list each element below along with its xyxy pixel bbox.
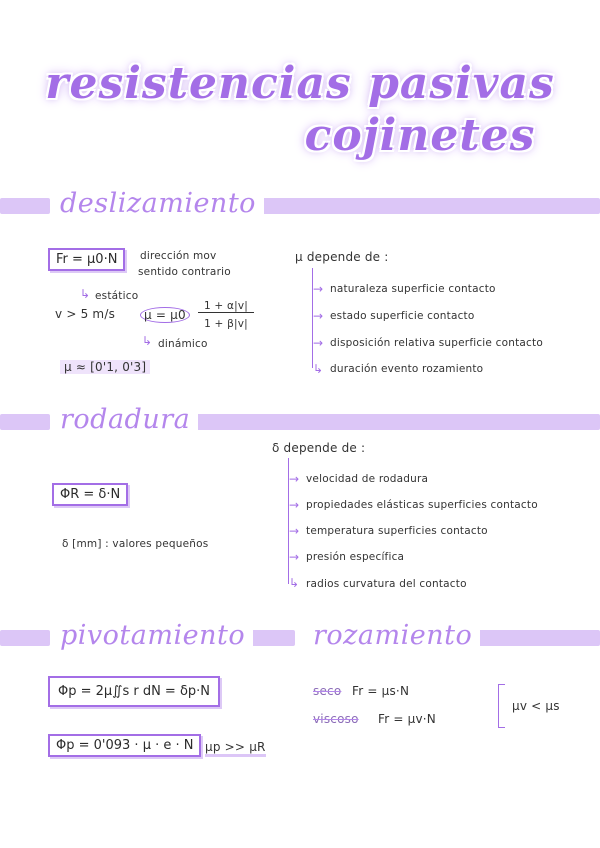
arrow-icon: → xyxy=(313,282,324,296)
section-heading-pivotamiento: pivotamiento xyxy=(52,621,253,651)
section-band-right xyxy=(245,198,600,214)
speed-condition: v > 5 m/s xyxy=(55,307,116,321)
mu-depends-item: duración evento rozamiento xyxy=(330,363,484,375)
pivot-formula-2: Φp = 0'093 · μ · e · N xyxy=(56,738,194,753)
fraction-denominator: 1 + β|v| xyxy=(204,318,248,330)
page-title-line-1: resistencias pasivas xyxy=(45,58,555,109)
section-heading-rodadura: rodadura xyxy=(52,405,198,435)
fraction-numerator: 1 + α|v| xyxy=(198,300,254,313)
delta-depends-item: presión específica xyxy=(306,551,405,563)
rolling-formula-box xyxy=(52,483,128,506)
friction-formula-box xyxy=(48,248,125,271)
bracket-icon xyxy=(498,684,505,728)
mu-depends-item: naturaleza superficie contacto xyxy=(330,283,496,295)
mu-circled: μ = μ0 xyxy=(140,307,190,323)
delta-depends-item: velocidad de rodadura xyxy=(306,473,429,485)
friction-formula: Fr = μ0·N xyxy=(56,252,118,267)
delta-depends-item: temperatura superficies contacto xyxy=(306,525,488,537)
pivot-comparison: μp >> μR xyxy=(205,740,266,757)
seco-formula: Fr = μs·N xyxy=(352,684,410,698)
delta-depends-item: radios curvatura del contacto xyxy=(306,578,467,590)
mu-formula xyxy=(140,307,190,323)
static-arrow-icon: ↳ xyxy=(80,287,91,301)
arrow-icon: → xyxy=(289,550,300,564)
arrow-icon: → xyxy=(289,524,300,538)
section-band-left xyxy=(0,198,50,214)
section-heading-rozamiento: rozamiento xyxy=(305,621,480,651)
arrow-icon: → xyxy=(313,309,324,323)
seco-label: seco xyxy=(313,684,342,698)
rolling-formula: ΦR = δ·N xyxy=(60,487,121,502)
dynamic-arrow-icon: ↳ xyxy=(142,334,153,348)
pivot-formula-box-1 xyxy=(48,676,220,707)
mu-range: μ ≈ [0'1, 0'3] xyxy=(60,360,150,374)
delta-depends-title: δ depende de : xyxy=(272,441,366,455)
pivot-formula-1: Φp = 2μ∬s r dN = δp·N xyxy=(58,684,211,699)
dynamic-label: dinámico xyxy=(158,338,208,350)
rozamiento-comparison: μv < μs xyxy=(512,699,560,713)
section-band-right xyxy=(460,630,600,646)
delta-note: δ [mm] : valores pequeños xyxy=(62,538,209,550)
arrow-icon: → xyxy=(289,498,300,512)
arrow-icon: ↳ xyxy=(289,576,300,590)
mu-depends-title: μ depende de : xyxy=(295,250,389,264)
arrow-icon: ↳ xyxy=(313,362,324,376)
section-band-left xyxy=(0,630,50,646)
section-band-right xyxy=(190,414,600,430)
delta-depends-item: propiedades elásticas superficies contacto xyxy=(306,499,538,511)
pivot-formula-box-2 xyxy=(48,734,201,757)
arrow-icon: → xyxy=(289,472,300,486)
mu-depends-item: disposición relativa superficie contacto xyxy=(330,337,543,349)
arrow-icon: → xyxy=(313,336,324,350)
static-label: estático xyxy=(95,290,139,302)
page-title-line-2: cojinetes xyxy=(304,110,536,161)
direction-note-1: dirección mov xyxy=(140,250,217,262)
viscoso-formula: Fr = μv·N xyxy=(378,712,436,726)
mu-depends-item: estado superficie contacto xyxy=(330,310,475,322)
direction-note-2: sentido contrario xyxy=(138,266,231,278)
section-band-left xyxy=(0,414,50,430)
viscoso-label: viscoso xyxy=(313,712,359,726)
section-heading-deslizamiento: deslizamiento xyxy=(52,189,264,219)
